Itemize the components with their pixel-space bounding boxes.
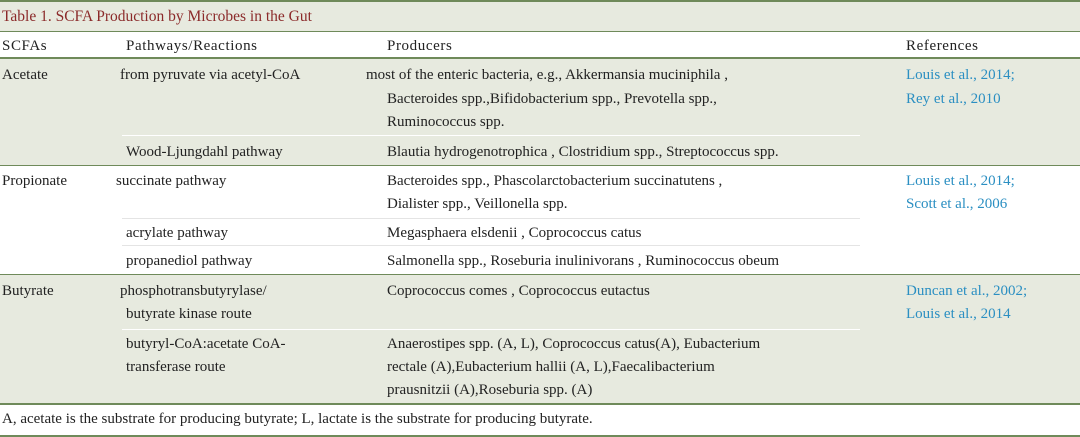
producers-line: Anaerostipes spp. (A, L), Coprococcus catus(A), Eubacterium [387,336,761,352]
producers-line: Ruminococcus spp. [387,114,505,130]
producers-line: Bacteroides spp.,Bifidobacterium spp., Prevotella spp., [387,91,717,107]
pathway-cell: butyryl-CoA:acetate CoA- [126,336,286,352]
pathway-cell: succinate pathway [116,173,227,189]
scfa-cell: Butyrate [2,283,54,299]
subrow-divider [122,329,860,330]
table-title: Table 1. SCFA Production by Microbes in the Gut [2,8,312,25]
subrow-divider [122,218,860,219]
header-scfas: SCFAs [2,38,48,54]
producers-line: Blautia hydrogenotrophica , Clostridium spp., Streptococcus spp. [387,144,779,160]
top-rule [0,0,1080,2]
producers-line: most of the enteric bacteria, e.g., Akkermansia muciniphila , [366,67,728,83]
title-rule [0,31,1080,32]
acetate-rule [0,165,1080,166]
subrow-divider [122,135,860,136]
header-pathways: Pathways/Reactions [126,38,258,54]
producers-line: prausnitzii (A),Roseburia spp. (A) [387,382,593,398]
reference-link[interactable]: Rey et al., 2010 [906,91,1001,107]
subrow-divider [122,245,860,246]
pathway-cell: butyrate kinase route [126,306,252,322]
producers-line: Salmonella spp., Roseburia inulinivorans , Ruminococcus obeum [387,253,780,269]
propionate-rule [0,274,1080,275]
pathway-cell: acrylate pathway [126,225,229,241]
pathway-cell: transferase route [126,359,226,375]
producers-line: Megasphaera elsdenii , Coprococcus catus [387,225,642,241]
producers-line: Dialister spp., Veillonella spp. [387,196,568,212]
pathway-cell: from pyruvate via acetyl-CoA [120,67,301,83]
pathway-cell: Wood-Ljungdahl pathway [126,144,283,160]
producers-line: Coprococcus comes , Coprococcus eutactus [387,283,650,299]
reference-link[interactable]: Scott et al., 2006 [906,196,1008,212]
pathway-cell: propanediol pathway [126,253,253,269]
header-references: References [906,38,979,54]
butyrate-rule [0,403,1080,405]
scfa-cell: Acetate [2,67,48,83]
reference-link[interactable]: Louis et al., 2014; [906,173,1015,189]
producers-line: rectale (A),Eubacterium hallii (A, L),Faecalibacterium [387,359,715,375]
reference-link[interactable]: Duncan et al., 2002; [906,283,1028,299]
header-rule [0,57,1080,59]
reference-link[interactable]: Louis et al., 2014; [906,67,1015,83]
producers-line: Bacteroides spp., Phascolarctobacterium succinatutens , [387,173,723,189]
reference-link[interactable]: Louis et al., 2014 [906,306,1011,322]
pathway-cell: phosphotransbutyrylase/ [120,283,267,299]
table-footnote: A, acetate is the substrate for producing butyrate; L, lactate is the substrate for producing butyrate. [2,411,593,427]
scfa-cell: Propionate [2,173,67,189]
header-producers: Producers [387,38,453,54]
